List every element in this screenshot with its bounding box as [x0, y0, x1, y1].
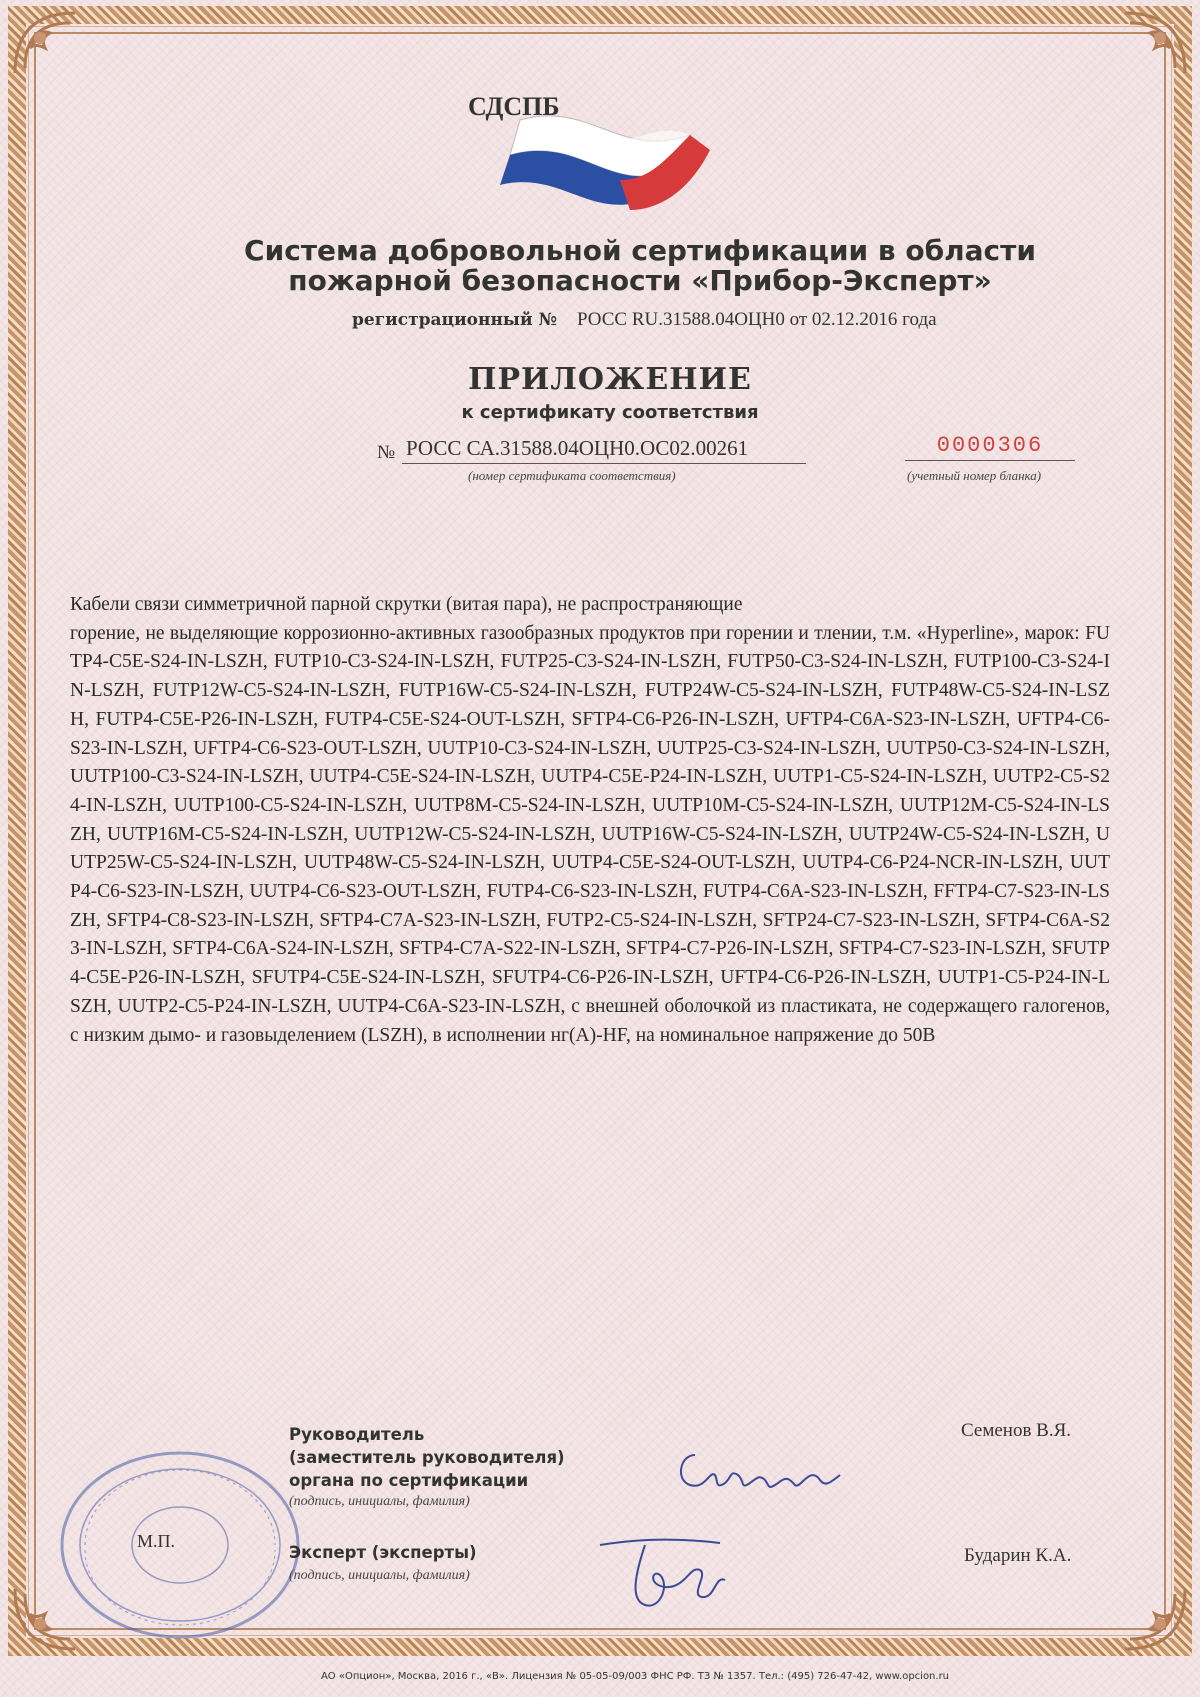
printer-footer: АО «Опцион», Москва, 2016 г., «В». Лицензия № 05-05-09/003 ФНС РФ. ТЗ № 1357. Тел.: (495) 726-47-42, www.opcion.ru [320, 1671, 950, 1682]
org-title-line1: Система добровольной сертификации в области [244, 234, 1036, 267]
logo-abbreviation: СДСПБ [468, 92, 560, 121]
registration-line [352, 309, 937, 331]
head-signatory-label [289, 1423, 565, 1492]
expert-label: Эксперт (эксперты) [289, 1543, 477, 1562]
registration-value: РОСС RU.31588.04ОЦН0 от 02.12.2016 года [576, 309, 937, 330]
stamp-place-label: М.П. [137, 1531, 176, 1551]
head-name: Семенов В.Я. [961, 1420, 1072, 1441]
certificate-number: РОСС СА.31588.04ОЦН0.ОС02.00261 [402, 436, 806, 464]
head-label-line1: Руководитель [289, 1425, 425, 1444]
certificate-number-caption: (номер сертификата соответствия) [468, 468, 676, 483]
product-description [70, 591, 1110, 1050]
number-sign: № [377, 442, 396, 463]
head-label-line2: (заместитель руководителя) [289, 1448, 565, 1467]
appendix-subtitle: к сертификату соответствия [461, 402, 759, 423]
corner-ornament-icon [10, 8, 80, 78]
expert-signature-caption: (подпись, инициалы, фамилия) [289, 1568, 470, 1583]
expert-handwritten-signature [590, 1525, 740, 1620]
org-title-line2: пожарной безопасности «Прибор-Эксперт» [288, 264, 992, 297]
round-seal-icon [55, 1445, 305, 1640]
corner-ornament-icon [1120, 1584, 1190, 1654]
blank-number-caption: (учетный номер бланка) [907, 468, 1042, 483]
blank-number: 0000306 [905, 433, 1075, 461]
corner-ornament-icon [1120, 8, 1190, 78]
head-signature-caption: (подпись, инициалы, фамилия) [289, 1494, 470, 1509]
expert-name: Бударин К.А. [964, 1545, 1072, 1566]
head-label-line3: органа по сертификации [289, 1471, 529, 1490]
appendix-title: ПРИЛОЖЕНИЕ [468, 362, 752, 397]
description-first-line: Кабели связи симметричной парной скрутки (витая пара), не распространяющие [70, 594, 743, 615]
description-text: горение, не выделяющие коррозионно-активных газообразных продуктов при горении и тлении, т.м. «Hyperline», марок: FUTP4-C5E-S24-IN-LSZH, FUTP10-C3-S24-IN-LSZH, FUTP25-C3-S24-IN-LSZH, FUTP50-C3-S24-IN-LSZH, FUTP100-C3-S24-IN-LSZH, FUTP12W-C5-S24-IN-LSZH, FUTP16W-C5-S24-IN-LSZH, FUTP24W-C5-S24-IN-LSZH, FUTP48W-C5-S24-IN-LSZH, FUTP4-C5E-P26-IN-LSZH, FUTP4-C5E-S24-OUT-LSZH, SFTP4-C6-P26-IN-LSZH, UFTP4-C6A-S23-IN-LSZH, UFTP4-C6-S23-IN-LSZH, UFTP4-C6-S23-OUT-LSZH, UUTP10-C3-S24-IN-LSZH, UUTP25-C3-S24-IN-LSZH, UUTP50-C3-S24-IN-LSZH, UUTP100-C3-S24-IN-LSZH, UUTP4-C5E-S24-IN-LSZH, UUTP4-C5E-P24-IN-LSZH, UUTP1-C5-S24-IN-LSZH, UUTP2-C5-S24-IN-LSZH, UUTP100-C5-S24-IN-LSZH, UUTP8M-C5-S24-IN-LSZH, UUTP10M-C5-S24-IN-LSZH, UUTP12M-C5-S24-IN-LSZH, UUTP16M-C5-S24-IN-LSZH, UUTP12W-C5-S24-IN-LSZH, UUTP16W-C5-S24-IN-LSZH, UUTP24W-C5-S24-IN-LSZH, UUTP25W-C5-S24-IN-LSZH, UUTP48W-C5-S24-IN-LSZH, UUTP4-C5E-S24-OUT-LSZH, UUTP4-C6-P24-NCR-IN-LSZH, UUTP4-C6-S23-IN-LSZH, UUTP4-C6-S23-OUT-LSZH, FUTP4-C6-S23-IN-LSZH, FUTP4-C6A-S23-IN-LSZH, FFTP4-C7-S23-IN-LSZH, SFTP4-C8-S23-IN-LSZH, SFTP4-C7A-S23-IN-LSZH, FUTP2-C5-S24-IN-LSZH, SFTP24-C7-S23-IN-LSZH, SFTP4-C6A-S23-IN-LSZH, SFTP4-C6A-S24-IN-LSZH, SFTP4-C7A-S22-IN-LSZH, SFTP4-C7-P26-IN-LSZH, SFTP4-C7-S23-IN-LSZH, SFUTP4-C5E-P26-IN-LSZH, SFUTP4-C5E-S24-IN-LSZH, SFUTP4-C6-P26-IN-LSZH, UFTP4-C6-P26-IN-LSZH, UUTP1-C5-P24-IN-LSZH, UUTP2-C5-P24-IN-LSZH, UUTP4-C6A-S23-IN-LSZH, с внешней оболочкой из пластиката, не содержащего галогенов, с низким дымо- и газовыделением (LSZH), в исполнении нг(А)-HF, на номинальное напряжение до 50В [70, 622, 1110, 1046]
head-handwritten-signature [670, 1435, 850, 1515]
registration-label: регистрационный № [352, 310, 557, 330]
